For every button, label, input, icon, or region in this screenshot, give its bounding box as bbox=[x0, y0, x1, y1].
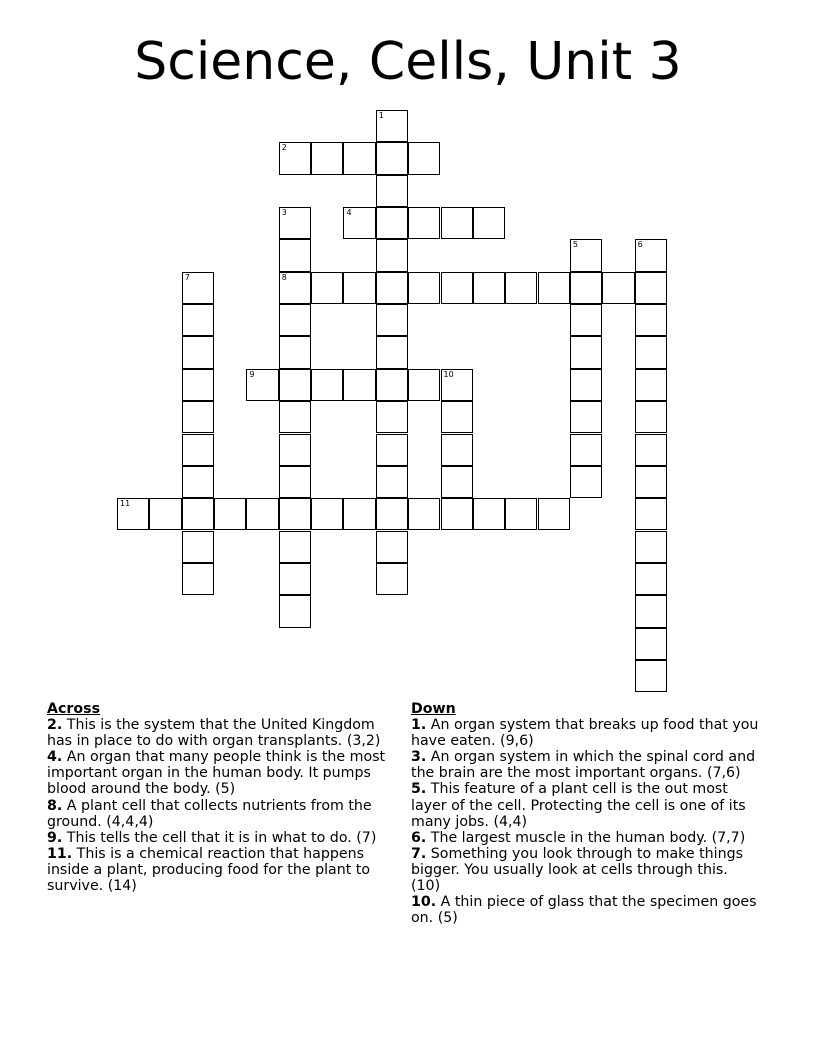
grid-cell[interactable] bbox=[570, 336, 602, 368]
down-clues bbox=[411, 701, 761, 926]
grid-cell[interactable] bbox=[376, 563, 408, 595]
grid-cell[interactable] bbox=[279, 207, 311, 239]
grid-cell[interactable] bbox=[279, 304, 311, 336]
grid-cell[interactable] bbox=[570, 434, 602, 466]
grid-cell[interactable] bbox=[570, 369, 602, 401]
grid-cell[interactable] bbox=[343, 272, 375, 304]
grid-cell[interactable] bbox=[376, 466, 408, 498]
grid-cell[interactable] bbox=[246, 369, 278, 401]
cell-number: 7 bbox=[184, 272, 190, 282]
grid-cell[interactable] bbox=[279, 595, 311, 627]
clue-text: This is a chemical reaction that happens inside a plant, producing food for the plant to survive. (14) bbox=[47, 845, 371, 895]
clue-number: 9. bbox=[47, 829, 63, 846]
grid-cell[interactable] bbox=[441, 498, 473, 530]
grid-cell[interactable] bbox=[376, 110, 408, 142]
grid-cell[interactable] bbox=[473, 498, 505, 530]
grid-cell[interactable] bbox=[376, 531, 408, 563]
grid-cell[interactable] bbox=[635, 369, 667, 401]
grid-cell[interactable] bbox=[408, 142, 440, 174]
grid-cell[interactable] bbox=[279, 563, 311, 595]
grid-cell[interactable] bbox=[182, 401, 214, 433]
grid-cell[interactable] bbox=[246, 498, 278, 530]
grid-cell[interactable] bbox=[376, 336, 408, 368]
grid-cell[interactable] bbox=[279, 336, 311, 368]
grid-cell[interactable] bbox=[408, 272, 440, 304]
clue-number: 10. bbox=[411, 894, 437, 911]
grid-cell[interactable] bbox=[408, 369, 440, 401]
grid-cell[interactable] bbox=[408, 207, 440, 239]
grid-cell[interactable] bbox=[570, 401, 602, 433]
cell-number: 5 bbox=[572, 240, 578, 250]
cell-number: 4 bbox=[346, 208, 352, 218]
grid-cell[interactable] bbox=[570, 304, 602, 336]
grid-cell[interactable] bbox=[279, 531, 311, 563]
grid-cell[interactable] bbox=[311, 142, 343, 174]
across-heading: Across bbox=[47, 701, 101, 717]
grid-cell[interactable] bbox=[635, 434, 667, 466]
grid-cell[interactable] bbox=[376, 369, 408, 401]
grid-cell[interactable] bbox=[376, 207, 408, 239]
grid-cell[interactable] bbox=[441, 272, 473, 304]
grid-cell[interactable] bbox=[635, 272, 667, 304]
grid-cell[interactable] bbox=[182, 434, 214, 466]
clue-number: 7. bbox=[411, 845, 427, 862]
down-clue bbox=[411, 846, 761, 894]
clue-text: Something you look through to make things bigger. You usually look at cells through this. (10) bbox=[411, 845, 743, 895]
grid-cell[interactable] bbox=[505, 498, 537, 530]
grid-cell[interactable] bbox=[343, 207, 375, 239]
clue-text: An organ that many people think is the most important organ in the human body. It pumps blood around the body. (5) bbox=[47, 749, 386, 798]
grid-cell[interactable] bbox=[182, 336, 214, 368]
grid-cell[interactable] bbox=[343, 369, 375, 401]
across-clue bbox=[47, 749, 397, 797]
grid-cell[interactable] bbox=[182, 369, 214, 401]
cell-number: 11 bbox=[120, 499, 131, 509]
cell-number: 8 bbox=[281, 272, 287, 282]
grid-cell[interactable] bbox=[376, 304, 408, 336]
clue-number: 8. bbox=[47, 797, 63, 814]
grid-cell[interactable] bbox=[635, 239, 667, 271]
grid-cell[interactable] bbox=[408, 498, 440, 530]
grid-cell[interactable] bbox=[635, 466, 667, 498]
grid-cell[interactable] bbox=[635, 563, 667, 595]
grid-cell[interactable] bbox=[182, 304, 214, 336]
clue-number: 4. bbox=[47, 749, 63, 766]
grid-cell[interactable] bbox=[538, 498, 570, 530]
clue-number: 5. bbox=[411, 781, 427, 798]
grid-cell[interactable] bbox=[441, 401, 473, 433]
across-clue bbox=[47, 717, 397, 749]
grid-cell[interactable] bbox=[117, 498, 149, 530]
grid-cell[interactable] bbox=[279, 498, 311, 530]
grid-cell[interactable] bbox=[376, 498, 408, 530]
grid-cell[interactable] bbox=[279, 272, 311, 304]
clue-text: A plant cell that collects nutrients from the ground. (4,4,4) bbox=[47, 797, 372, 830]
grid-cell[interactable] bbox=[602, 272, 634, 304]
grid-cell[interactable] bbox=[279, 239, 311, 271]
grid-cell[interactable] bbox=[311, 369, 343, 401]
grid-cell[interactable] bbox=[441, 207, 473, 239]
cell-number: 9 bbox=[249, 369, 255, 379]
grid-cell[interactable] bbox=[311, 498, 343, 530]
grid-cell[interactable] bbox=[635, 660, 667, 692]
clue-text: A thin piece of glass that the specimen goes on. (5) bbox=[411, 894, 757, 927]
clue-text: An organ system that breaks up food that you have eaten. (9,6) bbox=[411, 717, 759, 750]
grid-cell[interactable] bbox=[635, 595, 667, 627]
across-clues bbox=[47, 701, 397, 894]
grid-cell[interactable] bbox=[279, 142, 311, 174]
cell-number: 2 bbox=[281, 143, 287, 153]
cell-number: 6 bbox=[637, 240, 643, 250]
grid-cell[interactable] bbox=[635, 304, 667, 336]
page-title: Science, Cells, Unit 3 bbox=[134, 32, 682, 92]
grid-cell[interactable] bbox=[635, 628, 667, 660]
grid-cell[interactable] bbox=[635, 498, 667, 530]
grid-cell[interactable] bbox=[279, 369, 311, 401]
grid-cell[interactable] bbox=[538, 272, 570, 304]
cell-number: 1 bbox=[378, 111, 384, 120]
clue-number: 3. bbox=[411, 749, 427, 766]
down-clue bbox=[411, 781, 761, 829]
down-clue bbox=[411, 717, 761, 749]
grid-cell[interactable] bbox=[279, 401, 311, 433]
grid-cell[interactable] bbox=[570, 272, 602, 304]
grid-cell[interactable] bbox=[570, 239, 602, 271]
grid-cell[interactable] bbox=[214, 498, 246, 530]
grid-cell[interactable] bbox=[376, 175, 408, 207]
grid-cell[interactable] bbox=[473, 272, 505, 304]
grid-cell[interactable] bbox=[279, 466, 311, 498]
grid-cell[interactable] bbox=[441, 466, 473, 498]
clue-text: This is the system that the United Kingdom has in place to do with organ transplants. (3,2) bbox=[47, 717, 381, 750]
grid-cell[interactable] bbox=[182, 531, 214, 563]
grid-cell[interactable] bbox=[149, 498, 181, 530]
down-clue bbox=[411, 749, 761, 781]
grid-cell[interactable] bbox=[635, 531, 667, 563]
cell-number: 10 bbox=[443, 369, 454, 379]
down-clue bbox=[411, 830, 761, 846]
down-clue bbox=[411, 894, 761, 926]
grid-cell[interactable] bbox=[376, 239, 408, 271]
down-heading: Down bbox=[411, 701, 456, 717]
clue-number: 6. bbox=[411, 829, 427, 846]
cell-number: 3 bbox=[281, 208, 287, 218]
grid-cell[interactable] bbox=[635, 401, 667, 433]
clue-text: This tells the cell that it is in what to do. (7) bbox=[66, 829, 377, 846]
grid-cell[interactable] bbox=[311, 272, 343, 304]
across-clue bbox=[47, 846, 397, 894]
grid-cell[interactable] bbox=[635, 336, 667, 368]
grid-cell[interactable] bbox=[376, 142, 408, 174]
clue-text: An organ system in which the spinal cord and the brain are the most important organs. (7,6) bbox=[411, 749, 756, 782]
clue-number: 1. bbox=[411, 717, 427, 734]
grid-cell[interactable] bbox=[343, 142, 375, 174]
grid-cell[interactable] bbox=[473, 207, 505, 239]
grid-cell[interactable] bbox=[279, 434, 311, 466]
grid-cell[interactable] bbox=[182, 466, 214, 498]
grid-cell[interactable] bbox=[441, 434, 473, 466]
grid-cell[interactable] bbox=[182, 498, 214, 530]
grid-cell[interactable] bbox=[376, 272, 408, 304]
grid-cell[interactable] bbox=[376, 434, 408, 466]
clue-number: 2. bbox=[47, 717, 63, 734]
grid-cell[interactable] bbox=[182, 563, 214, 595]
across-clue bbox=[47, 830, 397, 846]
clue-number: 11. bbox=[47, 845, 73, 862]
across-clue bbox=[47, 798, 397, 830]
grid-cell[interactable] bbox=[182, 272, 214, 304]
grid-cell[interactable] bbox=[505, 272, 537, 304]
grid-cell[interactable] bbox=[343, 498, 375, 530]
grid-cell[interactable] bbox=[570, 466, 602, 498]
grid-cell[interactable] bbox=[441, 369, 473, 401]
clue-text: This feature of a plant cell is the out most layer of the cell. Protecting the cell is one of its many jobs. (4,4) bbox=[411, 781, 746, 830]
clue-text: The largest muscle in the human body. (7,7) bbox=[430, 829, 746, 846]
grid-cell[interactable] bbox=[376, 401, 408, 433]
